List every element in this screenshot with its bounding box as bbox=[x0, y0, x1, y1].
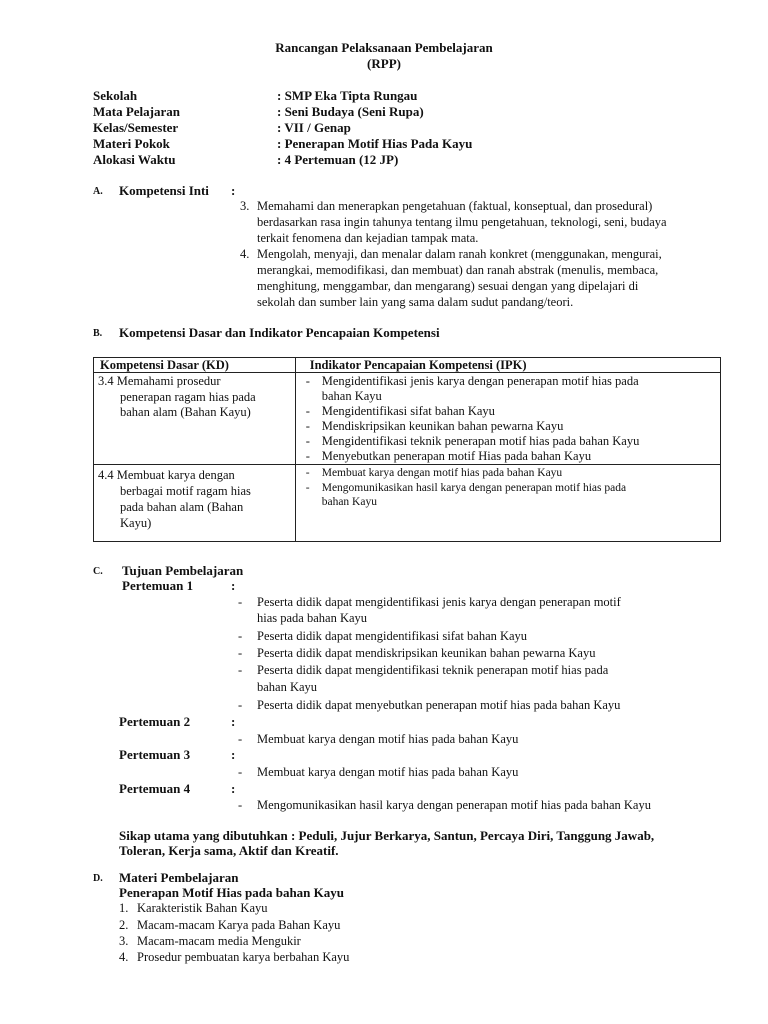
ki-line: merangkai, memodifikasi, dan membuat) dan ranah abstrak (menulis, membaca, bbox=[257, 263, 659, 277]
objective-line: Peserta didik dapat mengidentifikasi teknik penerapan motif hias pada bbox=[257, 663, 609, 677]
attitude-line: Sikap utama yang dibutuhkan : Peduli, Jujur Berkarya, Santun, Percaya Diri, Tanggung Jawab, bbox=[119, 828, 655, 843]
identity-label: Kelas/Semester bbox=[93, 120, 179, 135]
identity-label: Alokasi Waktu bbox=[93, 152, 176, 167]
meeting-label: Pertemuan 1 bbox=[122, 578, 194, 593]
ki-number: 3. bbox=[240, 199, 250, 213]
objective-line: Peserta didik dapat mengidentifikasi jenis karya dengan penerapan motif bbox=[257, 595, 621, 609]
kd-line: 3.4 Memahami prosedur bbox=[98, 374, 221, 388]
material-number: 4. bbox=[119, 950, 129, 964]
material-item: Macam-macam Karya pada Bahan Kayu bbox=[137, 918, 341, 932]
meeting-label: Pertemuan 2 bbox=[119, 714, 191, 729]
meeting-colon: : bbox=[231, 578, 236, 593]
ipk-item: - Menyebutkan penerapan motif Hias pada bahan Kayu bbox=[305, 449, 592, 463]
table-header-row bbox=[94, 358, 721, 373]
attitude-line: Toleran, Kerja sama, Aktif dan Kreatif. bbox=[119, 843, 339, 858]
section-subheading: Penerapan Motif Hias pada bahan Kayu bbox=[119, 885, 345, 900]
section-letter: C. bbox=[93, 566, 103, 577]
ipk-item: - Mengomunikasikan hasil karya dengan penerapan motif hias pada bahan Kayu bbox=[305, 482, 627, 508]
identity-label: Materi Pokok bbox=[93, 136, 170, 151]
kd-line: berbagai motif ragam hias bbox=[120, 484, 251, 498]
material-number: 2. bbox=[119, 918, 129, 932]
objective-line: Peserta didik dapat mengidentifikasi sifat bahan Kayu bbox=[257, 629, 528, 643]
meeting-colon: : bbox=[231, 781, 236, 796]
table-header-ipk: Indikator Pencapaian Kompetensi (IPK) bbox=[295, 358, 720, 373]
section-heading: Kompetensi Dasar dan Indikator Pencapaian Kompetensi bbox=[119, 325, 440, 340]
bullet-dash: - bbox=[238, 646, 243, 660]
identity-value: : Seni Budaya (Seni Rupa) bbox=[277, 104, 424, 119]
objective-line: bahan Kayu bbox=[257, 680, 318, 694]
meeting-label: Pertemuan 3 bbox=[119, 747, 191, 762]
table-row bbox=[94, 373, 721, 465]
kd-line: pada bahan alam (Bahan bbox=[120, 500, 244, 514]
bullet-dash: - bbox=[238, 663, 243, 677]
bullet-dash: - bbox=[238, 629, 243, 643]
identity-label: Mata Pelajaran bbox=[93, 104, 181, 119]
objective-line: Peserta didik dapat menyebutkan penerapan motif hias pada bahan Kayu bbox=[257, 698, 621, 712]
meeting-colon: : bbox=[231, 747, 236, 762]
material-number: 1. bbox=[119, 901, 129, 915]
kd-line: Kayu) bbox=[120, 516, 152, 530]
objective-line: Peserta didik dapat mendiskripsikan keunikan bahan pewarna Kayu bbox=[257, 646, 596, 660]
section-letter: A. bbox=[93, 186, 103, 197]
heading-colon: : bbox=[231, 183, 236, 198]
kd-cell bbox=[94, 465, 296, 542]
objective-line: hias pada bahan Kayu bbox=[257, 611, 368, 625]
objective-line: Membuat karya dengan motif hias pada bahan Kayu bbox=[257, 765, 519, 779]
section-letter: B. bbox=[93, 328, 103, 339]
ipk-item: - Mengidentifikasi teknik penerapan motif hias pada bahan Kayu bbox=[305, 434, 640, 448]
bullet-dash: - bbox=[238, 595, 243, 609]
kd-line: 4.4 Membuat karya dengan bbox=[98, 468, 235, 482]
identity-value: : VII / Genap bbox=[277, 120, 351, 135]
ki-line: terkait fenomena dan kejadian tampak mata. bbox=[257, 231, 479, 245]
material-number: 3. bbox=[119, 934, 129, 948]
document-title: Rancangan Pelaksanaan Pembelajaran bbox=[275, 40, 493, 55]
ipk-item: - Mendiskripsikan keunikan bahan pewarna Kayu bbox=[305, 419, 564, 433]
meeting-colon: : bbox=[231, 714, 236, 729]
identity-value: : Penerapan Motif Hias Pada Kayu bbox=[277, 136, 473, 151]
ki-line: menghitung, menggambar, dan mengarang) sesuai dengan yang dipelajari di bbox=[257, 279, 639, 293]
objective-line: Membuat karya dengan motif hias pada bahan Kayu bbox=[257, 732, 519, 746]
identity-value: : SMP Eka Tipta Rungau bbox=[277, 88, 418, 103]
ki-line: Mengolah, menyaji, dan menalar dalam ranah konkret (menggunakan, mengurai, bbox=[257, 247, 662, 261]
ki-line: Memahami dan menerapkan pengetahuan (faktual, konseptual, dan prosedural) bbox=[257, 199, 653, 213]
kd-cell bbox=[94, 373, 296, 465]
kd-line: bahan alam (Bahan Kayu) bbox=[120, 405, 251, 419]
bullet-dash: - bbox=[238, 698, 243, 712]
material-item: Macam-macam media Mengukir bbox=[137, 934, 301, 948]
bullet-dash: - bbox=[238, 798, 243, 812]
material-item: Prosedur pembuatan karya berbahan Kayu bbox=[137, 950, 350, 964]
section-heading: Kompetensi Inti bbox=[119, 183, 209, 198]
material-item: Karakteristik Bahan Kayu bbox=[137, 901, 268, 915]
identity-label: Sekolah bbox=[93, 88, 138, 103]
bullet-dash: - bbox=[238, 732, 243, 746]
ipk-item: - Mengidentifikasi sifat bahan Kayu bbox=[305, 404, 495, 418]
kd-ipk-table bbox=[93, 357, 721, 542]
ipk-cell bbox=[295, 465, 720, 542]
document-subtitle: (RPP) bbox=[367, 56, 401, 71]
section-heading: Tujuan Pembelajaran bbox=[122, 563, 244, 578]
objective-line: Mengomunikasikan hasil karya dengan penerapan motif hias pada bahan Kayu bbox=[257, 798, 651, 812]
ipk-cell bbox=[295, 373, 720, 465]
ipk-item: - Membuat karya dengan motif hias pada bahan Kayu bbox=[305, 467, 563, 479]
table-row bbox=[94, 465, 721, 542]
table-header-kd: Kompetensi Dasar (KD) bbox=[94, 358, 296, 373]
ki-line: sekolah dan sumber lain yang sama dalam sudut pandang/teori. bbox=[257, 295, 574, 309]
identity-value: : 4 Pertemuan (12 JP) bbox=[277, 152, 399, 167]
ipk-item: - Mengidentifikasi jenis karya dengan penerapan motif hias pada bahan Kayu bbox=[305, 374, 639, 403]
section-heading: Materi Pembelajaran bbox=[119, 870, 239, 885]
ki-line: berdasarkan rasa ingin tahunya tentang ilmu pengetahuan, teknologi, seni, budaya bbox=[257, 215, 667, 229]
ki-number: 4. bbox=[240, 247, 250, 261]
meeting-label: Pertemuan 4 bbox=[119, 781, 191, 796]
kd-line: penerapan ragam hias pada bbox=[120, 389, 256, 404]
section-letter: D. bbox=[93, 873, 103, 884]
bullet-dash: - bbox=[238, 765, 243, 779]
